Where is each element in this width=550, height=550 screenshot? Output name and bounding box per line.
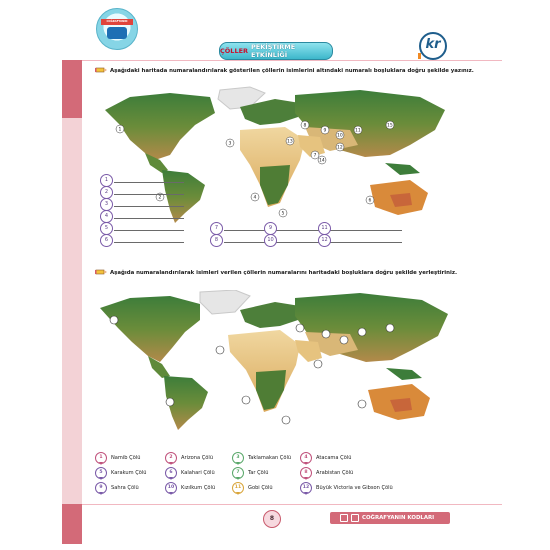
map2-blank-11[interactable] [166, 398, 174, 406]
answer-number-9: 9 [264, 222, 277, 235]
answer-number-12: 12 [318, 234, 331, 247]
map2-blank-5[interactable] [216, 346, 224, 354]
answer-number-1: 1 [100, 174, 113, 187]
answer-row-6[interactable] [100, 234, 113, 247]
legend-pin-icon: 1 [95, 452, 107, 464]
car-icon [107, 27, 127, 39]
legend-item-12 [300, 482, 393, 494]
map-label-5: 5 [281, 211, 285, 217]
map2-blank-6[interactable] [296, 324, 304, 332]
answer-number-10: 10 [264, 234, 277, 247]
legend-pin-icon: 11 [232, 482, 244, 494]
legend-label: Taklamakan Çölü [248, 455, 292, 461]
youtube-icon [351, 514, 359, 522]
map2-blank-12[interactable] [386, 324, 394, 332]
legend-item-2 [165, 452, 213, 464]
answer-number-3: 3 [100, 198, 113, 211]
legend-label: Arizona Çölü [181, 455, 214, 461]
legend-pin-icon: 5 [95, 467, 107, 479]
legend-item-11 [232, 482, 273, 494]
legend-label: Kızılkum Çölü [181, 485, 216, 491]
logo [96, 8, 138, 50]
pencil-icon-2 [95, 268, 107, 276]
footer-channel [330, 512, 450, 524]
logo-banner: COĞRAFYANIN [101, 19, 133, 25]
legend-label: Büyük Victoria ve Gibson Çölü [316, 485, 393, 491]
answer-number-5: 5 [100, 222, 113, 235]
instruction-1: Aşağıdaki haritada numaralandırılarak gösterilen çöllerin isimlerini altındaki numaralı boşluklara doğru şekilde yazınız. [110, 68, 474, 74]
map-label-3: 3 [228, 141, 232, 147]
legend-item-9 [95, 482, 139, 494]
answer-row-12[interactable] [318, 234, 331, 247]
brand-logo: kr [419, 32, 447, 60]
left-bar-top [62, 60, 82, 118]
instruction-2: Aşağıda numaralandırılarak isimleri verilen çöllerin numaralarını haritadaki boşluklara doğru şekilde yerleştiriniz. [110, 270, 458, 276]
legend-label: Atacama Çölü [316, 455, 352, 461]
world-map-1 [100, 85, 455, 225]
answer-number-2: 2 [100, 186, 113, 199]
map-label-15: 15 [387, 123, 393, 129]
legend-pin-icon: 12 [300, 482, 312, 494]
answer-number-4: 4 [100, 210, 113, 223]
map-label-4: 4 [253, 195, 257, 201]
map-label-8: 8 [303, 123, 307, 129]
map-label-13: 13 [287, 139, 293, 145]
brand-accent [418, 53, 421, 59]
legend-label: Namib Çölü [111, 455, 141, 461]
legend-pin-icon: 4 [300, 452, 312, 464]
map-label-10: 10 [337, 133, 343, 139]
legend-pin-icon: 10 [165, 482, 177, 494]
instagram-icon [340, 514, 348, 522]
legend-item-6 [165, 467, 215, 479]
legend-label: Kalahari Çölü [181, 470, 215, 476]
map2-blank-2[interactable] [242, 396, 250, 404]
left-bar-bottom [62, 504, 82, 544]
page-number: 8 [263, 510, 281, 528]
legend-item-8 [300, 467, 353, 479]
decor-line-bottom [82, 504, 502, 505]
map-label-12: 12 [337, 145, 343, 151]
legend-pin-icon: 6 [165, 467, 177, 479]
legend-pin-icon: 7 [232, 467, 244, 479]
map-label-14: 14 [319, 158, 325, 164]
page-title-rest: PEKİŞTİRME ETKİNLİĞİ [251, 43, 296, 59]
map-label-1: 1 [118, 127, 122, 133]
answer-number-7: 7 [210, 222, 223, 235]
map-label-11: 11 [355, 128, 361, 134]
legend-label: Tar Çölü [248, 470, 269, 476]
legend-item-5 [95, 467, 147, 479]
legend-pin-icon: 2 [165, 452, 177, 464]
legend-pin-icon: 3 [232, 452, 244, 464]
map-label-9: 9 [323, 128, 327, 134]
legend-label: Gobi Çölü [248, 485, 273, 491]
answer-row-8[interactable] [210, 234, 223, 247]
legend-label: Karakum Çölü [111, 470, 147, 476]
pencil-icon [95, 66, 107, 74]
map2-blank-1[interactable] [110, 316, 118, 324]
world-map-2 [100, 290, 455, 430]
left-bar-pale [62, 118, 82, 504]
legend-pin-icon: 9 [95, 482, 107, 494]
map-label-7: 7 [313, 153, 317, 159]
legend-item-1 [95, 452, 140, 464]
map2-blank-4[interactable] [358, 400, 366, 408]
legend-label: Sahra Çölü [111, 485, 139, 491]
page-title-highlight: ÇÖLLER [220, 47, 249, 55]
legend-label: Arabistan Çölü [316, 470, 354, 476]
legend-item-4 [300, 452, 351, 464]
map2-blank-9[interactable] [358, 328, 366, 336]
answer-row-10[interactable] [264, 234, 277, 247]
legend-item-7 [232, 467, 268, 479]
page-title [219, 42, 333, 60]
answer-number-8: 8 [210, 234, 223, 247]
legend-item-3 [232, 452, 291, 464]
map-label-2: 2 [158, 195, 162, 201]
answer-number-11: 11 [318, 222, 331, 235]
answer-number-6: 6 [100, 234, 113, 247]
map2-blank-8[interactable] [340, 336, 348, 344]
decor-line-top [82, 60, 502, 61]
legend-pin-icon: 8 [300, 467, 312, 479]
map2-blank-10[interactable] [314, 360, 322, 368]
legend-item-10 [165, 482, 215, 494]
channel-name: COĞRAFYANIN KODLARI [362, 515, 435, 521]
map2-blank-7[interactable] [322, 330, 330, 338]
map2-blank-3[interactable] [282, 416, 290, 424]
map-label-6: 6 [368, 198, 372, 204]
